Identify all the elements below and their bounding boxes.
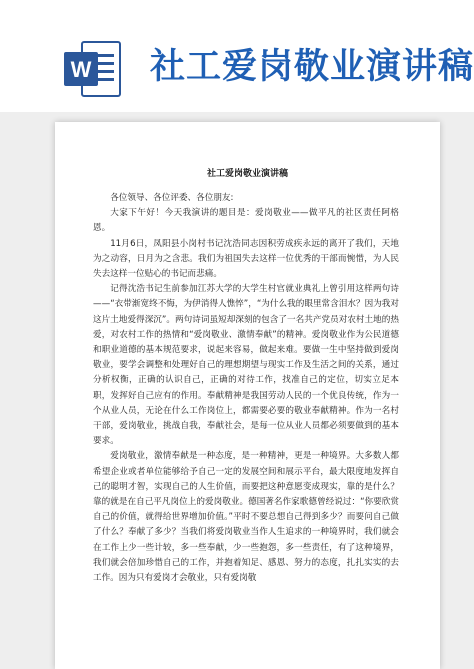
document-page [55,122,440,669]
body-paragraph: 大家下午好！今天我演讲的题目是：爱岗敬业——做平凡的社区责任阿格恩。 [93,208,399,234]
body-paragraph: 11月6日，凤阳县小岗村书记沈浩同志因积劳成疾永远的离开了我们，天地为之动容，日月为之含悲。我们为祖国失去这样一位优秀的干部而惋惜，为人民失去这样一位贴心的书记而悲痛。 [93,238,399,280]
word-icon-letter: W [70,57,92,82]
banner-title: 社工爱岗敬业演讲稿 [150,46,474,87]
document-title: 社工爱岗敬业演讲稿 [206,169,288,179]
header-banner [0,0,474,112]
body-paragraph: 爱岗敬业，激情奉献是一种态度，是一种精神，更是一种境界。大多数人都希望企业或者单位能够给予自己一定的发展空间和展示平台，最大限度地发挥自己的聪明才智，实现自己的人生价值，而要把这种意愿变成现实，靠的是什么？靠的就是在自己平凡岗位上的爱岗敬业。德国著名作家歌德曾经说过：“你要欣赏自己的价值，就得给世界增加价值。”平时不要总想自己得到多少？而要问自己做了什么？奉献了多少？当我们将爱岗敬业当作人生追求的一种境界时，我们就会在工作上少一些计较，多一些奉献，少一些抱怨，多一些责任，有了这种境界，我们就会倍加珍惜自己的工作，并抱着知足、感恩、努力的态度，扎扎实实的去工作。因为只有爱岗才会敬业，只有爱岗敬 [93,451,399,584]
word-document-icon [62,38,124,100]
body-paragraph: 记得沈浩书记生前参加江苏大学的大学生村官就业典礼上曾引用这样两句诗——“衣带渐宽终不悔，为伊消得人憔悴”，“为什么我的眼里常含泪水？因为我对这片土地爱得深沉”。两句诗词虽短却深刻的包含了一名共产党员对农村土地的热爱，对农村工作的热情和“爱岗敬业、激情奉献”的精神。爱岗敬业作为公民道德和职业道德的基本规范要求，说起来容易，做起来难。要做一生中坚持做到爱岗敬业，要学会调整和处理好自己的理想期望与现实工作及生活之间的关系，通过分析权衡，正确的认识自己，正确的对待工作，找准自己的定位，切实立足本职，发挥好自己应有的作用。奉献精神是我国劳动人民的一个优良传统，作为一个从业人员，无论在什么工作岗位上，都需要必要的敬业奉献精神。作为一名村干部，爱岗敬业，挑战自我，奉献社会，是每一位从业人员都必须要做到的基本要求。 [93,284,399,447]
document-body [93,191,399,653]
salutation-paragraph: 各位领导、各位评委、各位朋友: [110,193,234,203]
